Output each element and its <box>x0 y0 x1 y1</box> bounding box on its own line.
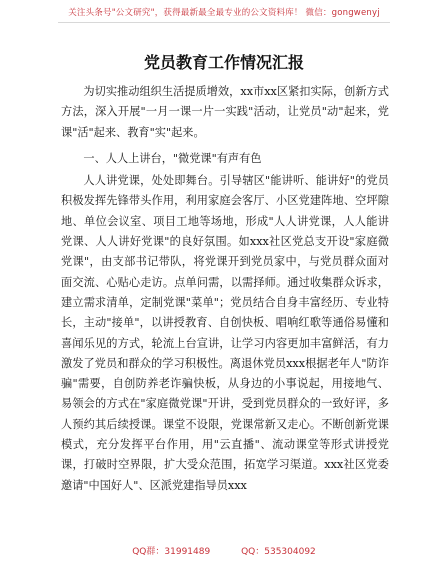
intro-paragraph: 为切实推动组织生活提质增效，xx市xx区紧扣实际，创新方式方法，深入开展"一月一课一片一实践"活动，让党员"动"起来，党课"活"起来、教育"实"起来。 <box>61 85 389 139</box>
footer-contact <box>0 544 448 557</box>
footer-qq-group: QQ群：31991489 <box>132 547 211 557</box>
section-heading: 一、人人上讲台，"微党课"有声有色 <box>83 151 262 165</box>
document-body <box>61 82 389 496</box>
document-title: 党员教育工作情况汇报 <box>143 53 304 72</box>
banner-divider <box>58 22 390 23</box>
footer-qq: QQ：535304092 <box>241 547 316 557</box>
section-paragraph: 人人讲党课，处处即舞台。引导辖区"能讲听、能讲好"的党员积极发挥先锋带头作用，利用家庭会客厅、小区党建阵地、空坪隙地、单位会议室、项目工地等场地，形成"人人讲党课，人人能讲党课、人人讲好党课"的良好氛围。如xxx社区党总支开设"家庭微党课"，由支部书记带队，将党课开到党员家中，与党员群众面对面交流、心贴心走访。点单问需，以需择师。通过收集群众诉求，建立需求清单，定制党课"菜单"；党员结合自身丰富经历、专业特长，主动"接单"，以讲授教育、自创快板、唱响红歌等通俗易懂和喜闻乐见的方式，轮流上台宣讲，让学习内容更加丰富鲜活，有力激发了党员和群众的学习积极性。离退休党员xxx根据老年人"防诈骗"需要，自创防养老诈骗快板，从身边的小事说起，用接地气、易领会的方式在"家庭微党课"开讲，受到党员群众的一致好评，多人预约其后续授课。课堂不设限，党课常新又走心。不断创新党课模式，充分发挥平台作用，用"云直播"、流动课堂等形式讲授党课，打破时空界限，扩大受众范围，拓宽学习渠道。xxx社区党委邀请"中国好人"、区派党建指导员xxx <box>61 174 389 492</box>
top-banner: 关注头条号"公文研究"，获得最新最全最专业的公文资料库！ 微信：gongwenyj <box>68 8 380 18</box>
